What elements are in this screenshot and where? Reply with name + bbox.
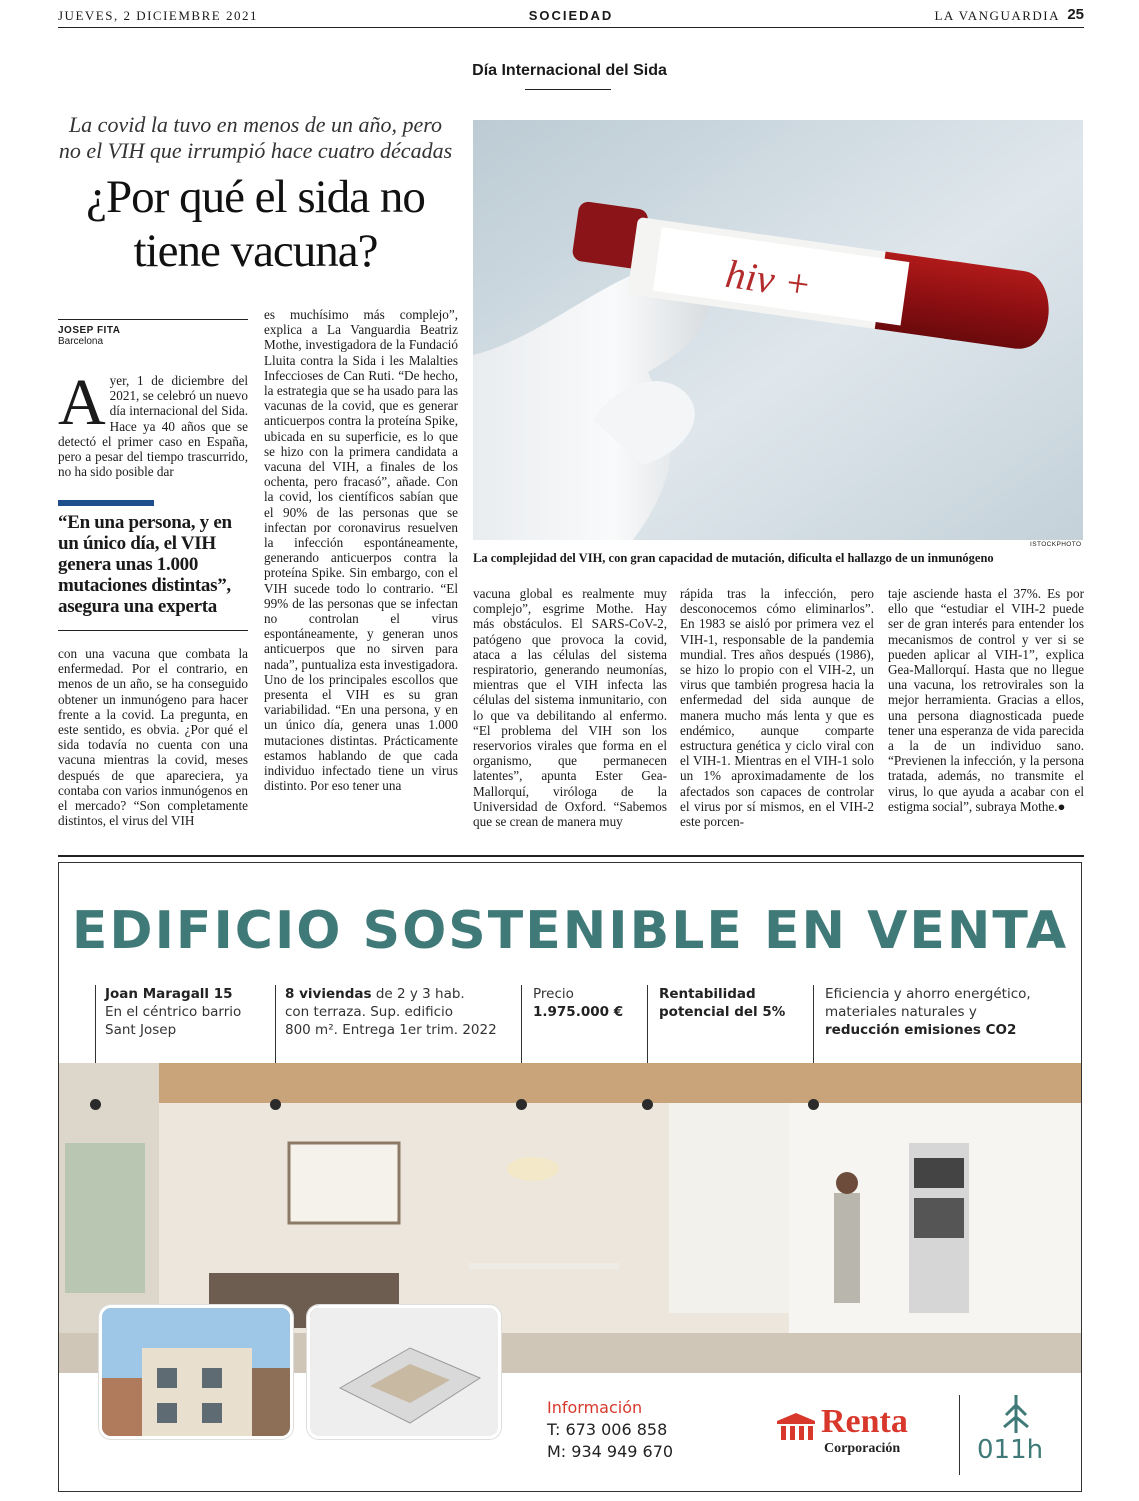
- feature-marker-dot: [808, 1099, 819, 1110]
- photo-illustration: [473, 120, 1083, 540]
- feature-sustainability-line: Eficiencia y ahorro energético,: [825, 986, 1031, 1002]
- section-name: SOCIEDAD: [528, 8, 614, 23]
- feature-price-value: 1.975.000 €: [533, 1004, 624, 1020]
- pullquote-divider: [58, 630, 248, 631]
- feature-price-label: Precio: [533, 986, 574, 1002]
- photo-caption: La complejidad del VIH, con gran capacidad de mutación, dificulta el hallazgo de un inmunógeno: [473, 551, 994, 565]
- author-name: JOSEP FITA: [58, 325, 121, 336]
- brand-subtitle: Corporación: [824, 1441, 901, 1456]
- tree-logo-icon: [999, 1393, 1033, 1435]
- lead-paragraph: yer, 1 de diciembre del 2021, se celebró un nuevo día internacional del Sida. Hace ya 40 años que se detectó el primer caso en España, pero a pesar del tiempo trascurrido, no ha sido posible dar: [58, 373, 248, 480]
- secondary-brand: 011h: [977, 1435, 1044, 1465]
- feature-homes-count: 8 viviendas: [285, 986, 372, 1002]
- building-exterior-image: [99, 1305, 293, 1439]
- page-divider: [58, 855, 1084, 857]
- feature-marker-dot: [90, 1099, 101, 1110]
- phone-mobile[interactable]: M: 934 949 670: [547, 1442, 674, 1461]
- feature-price: [533, 985, 623, 1021]
- feature-marker-dot: [270, 1099, 281, 1110]
- feature-homes: [285, 985, 497, 1039]
- feature-sustainability-line: reducción emisiones CO2: [825, 1022, 1017, 1038]
- photo-credit: ISTOCKPHOTO: [1030, 541, 1082, 548]
- article-kicker: Día Internacional del Sida: [472, 62, 667, 79]
- body-column-2: es muchísimo más complejo”, explica a La Vanguardia Beatriz Mothe, investigadora de la Fundació Lluita contra la Sida i les Malalties Infeccioses de Can Ruti. “De hecho, la estrategia que se ha usado para las vacunas de la covid, que es generar anticuerpos contra la proteína Spike, ubicada en su superficie, es lo que se hizo con la primera candidata a vacuna del VIH, a finales de los ochenta, pero fracasó”, añade. Con la covid, los científicos sabían que el 90% de las personas que se infectan por coronavirus resuelven la infección espontáneamente, generando anticuerpos contra la proteína Spike. Sin embargo, con el VIH sucede todo lo contrario. “El 99% de las personas que se infectan no controlan el virus espontáneamente, y generan unos anticuerpos que no sirven para nada”, puntualiza esta investigadora. Uno de los principales escollos que presenta el VIH es su gran variabilidad. “En una persona, y en un único día, genera unas 1.000 mutaciones distintas. Prácticamente estamos hablando de que cada individuo infectado tiene un virus distinto. Por eso tener una: [264, 307, 458, 794]
- byline: [58, 325, 120, 347]
- ad-title: EDIFICIO SOSTENIBLE EN VENTA: [71, 901, 1069, 961]
- feature-homes-line: con terraza. Sup. edificio: [285, 1004, 454, 1020]
- feature-yield-line: Rentabilidad: [659, 986, 756, 1002]
- feature-address-line: Sant Josep: [105, 1022, 177, 1038]
- body-column-1-lead: [58, 366, 248, 480]
- brand-divider: [959, 1395, 960, 1475]
- feature-marker-dot: [642, 1099, 653, 1110]
- feature-sustainability: [825, 985, 1031, 1039]
- article-deck: La covid la tuvo en menos de un año, pero no el VIH que irrumpió hace cuatro décadas: [58, 112, 453, 163]
- floor-plan-image: [307, 1305, 501, 1439]
- feature-address-line: En el céntrico barrio: [105, 1004, 242, 1020]
- body-column-1: con una vacuna que combata la enfermedad. Por el contrario, en menos de un año, se ha conseguido obtener un inmunógeno para hacer frente a la covid. La pregunta, en este sentido, es obvia. ¿Por qué el sida todavía no cuenta con una vacuna mientras la covid, meses después de que apareciera, ya contaba con varios inmunógenos en el mercado? “Son completamente distintos, el virus del VIH: [58, 646, 248, 829]
- real-estate-ad: [58, 862, 1082, 1492]
- contact-info: [547, 1397, 673, 1463]
- drop-cap: A: [58, 366, 106, 439]
- author-location: Barcelona: [58, 336, 104, 347]
- feature-marker-dot: [516, 1099, 527, 1110]
- contact-label: Información: [547, 1398, 643, 1417]
- body-column-4: rápida tras la infección, pero desconocemos cómo eliminarlos”. En 1983 se aisló por primera vez el VIH-1, responsable de la pandemia mundial. Tres años después (1986), se hizo lo propio con el VIH-2, un virus que también progresa hacia la enfermedad del sida aunque de manera mucho más lenta y que es endémico, aunque comparte estructura genética y ciclo viral con el VIH-1. Mientras en el VIH-1 solo un 1% aproximadamente de los afectados son capaces de controlar el virus por sí mismos, en el VIH-2 este porcen-: [680, 586, 874, 830]
- pullquote-accent-bar: [58, 500, 154, 506]
- feature-yield-line: potencial del 5%: [659, 1004, 786, 1020]
- tube-label: hiv +: [722, 250, 815, 308]
- feature-yield: [659, 985, 785, 1021]
- pullquote: “En una persona, y en un único día, el VIH genera unas 1.000 mutaciones distintas”, asegura una experta: [58, 512, 232, 617]
- feature-homes-line: de 2 y 3 hab.: [371, 986, 465, 1002]
- renta-logo-icon: [775, 1411, 817, 1441]
- newspaper-name: LA VANGUARDIA: [934, 8, 1060, 23]
- feature-address: [105, 985, 241, 1039]
- hiv-test-tube-photo: [473, 120, 1083, 540]
- brand-name: Renta: [821, 1403, 908, 1440]
- body-column-3: vacuna global es realmente muy complejo”, esgrime Mothe. Hay más obstáculos. El SARS-CoV-2, patógeno que provoca la covid, ataca a las células del sistema respiratorio, generando neumonías, mientras que el VIH infecta las células del sistema inmunitario, con lo que va debilitando al enfermo. “El problema del VIH son los reservorios virales que forma en el organismo, que permanecen latentes”, apunta Ester Gea-Mallorquí, viróloga de la Universidad de Oxford. “Sabemos que se crean de manera muy: [473, 586, 667, 830]
- page-header: [58, 6, 1084, 28]
- feature-homes-line: 800 m². Entrega 1er trim. 2022: [285, 1022, 497, 1038]
- byline-divider: [58, 319, 248, 320]
- page-number: 25: [1067, 6, 1084, 23]
- phone-landline[interactable]: T: 673 006 858: [547, 1420, 668, 1439]
- feature-address-street: Joan Maragall 15: [105, 986, 233, 1002]
- feature-sustainability-line: materiales naturales y: [825, 1004, 977, 1020]
- article-headline: ¿Por qué el sida no tiene vacuna?: [86, 171, 425, 277]
- issue-date: JUEVES, 2 DICIEMBRE 2021: [58, 8, 258, 23]
- body-column-5: taje asciende hasta el 37%. Es por ello que “estudiar el VIH-2 puede ser de gran interés para entender los mecanismos de control y ver si se pueden aplicar al VIH-1”, explica Gea-Mallorquí. Hasta que no llegue una vacuna, los retrovirales son la mejor herramienta. Gracias a ellos, una persona diagnosticada puede tener una esperanza de vida parecida a la de un individuo sano. “Previenen la infección, y la persona tratada, además, no transmite el virus, lo que ayuda a acabar con el estigma social”, subraya Mothe.●: [888, 586, 1084, 814]
- kicker-divider: [525, 89, 611, 90]
